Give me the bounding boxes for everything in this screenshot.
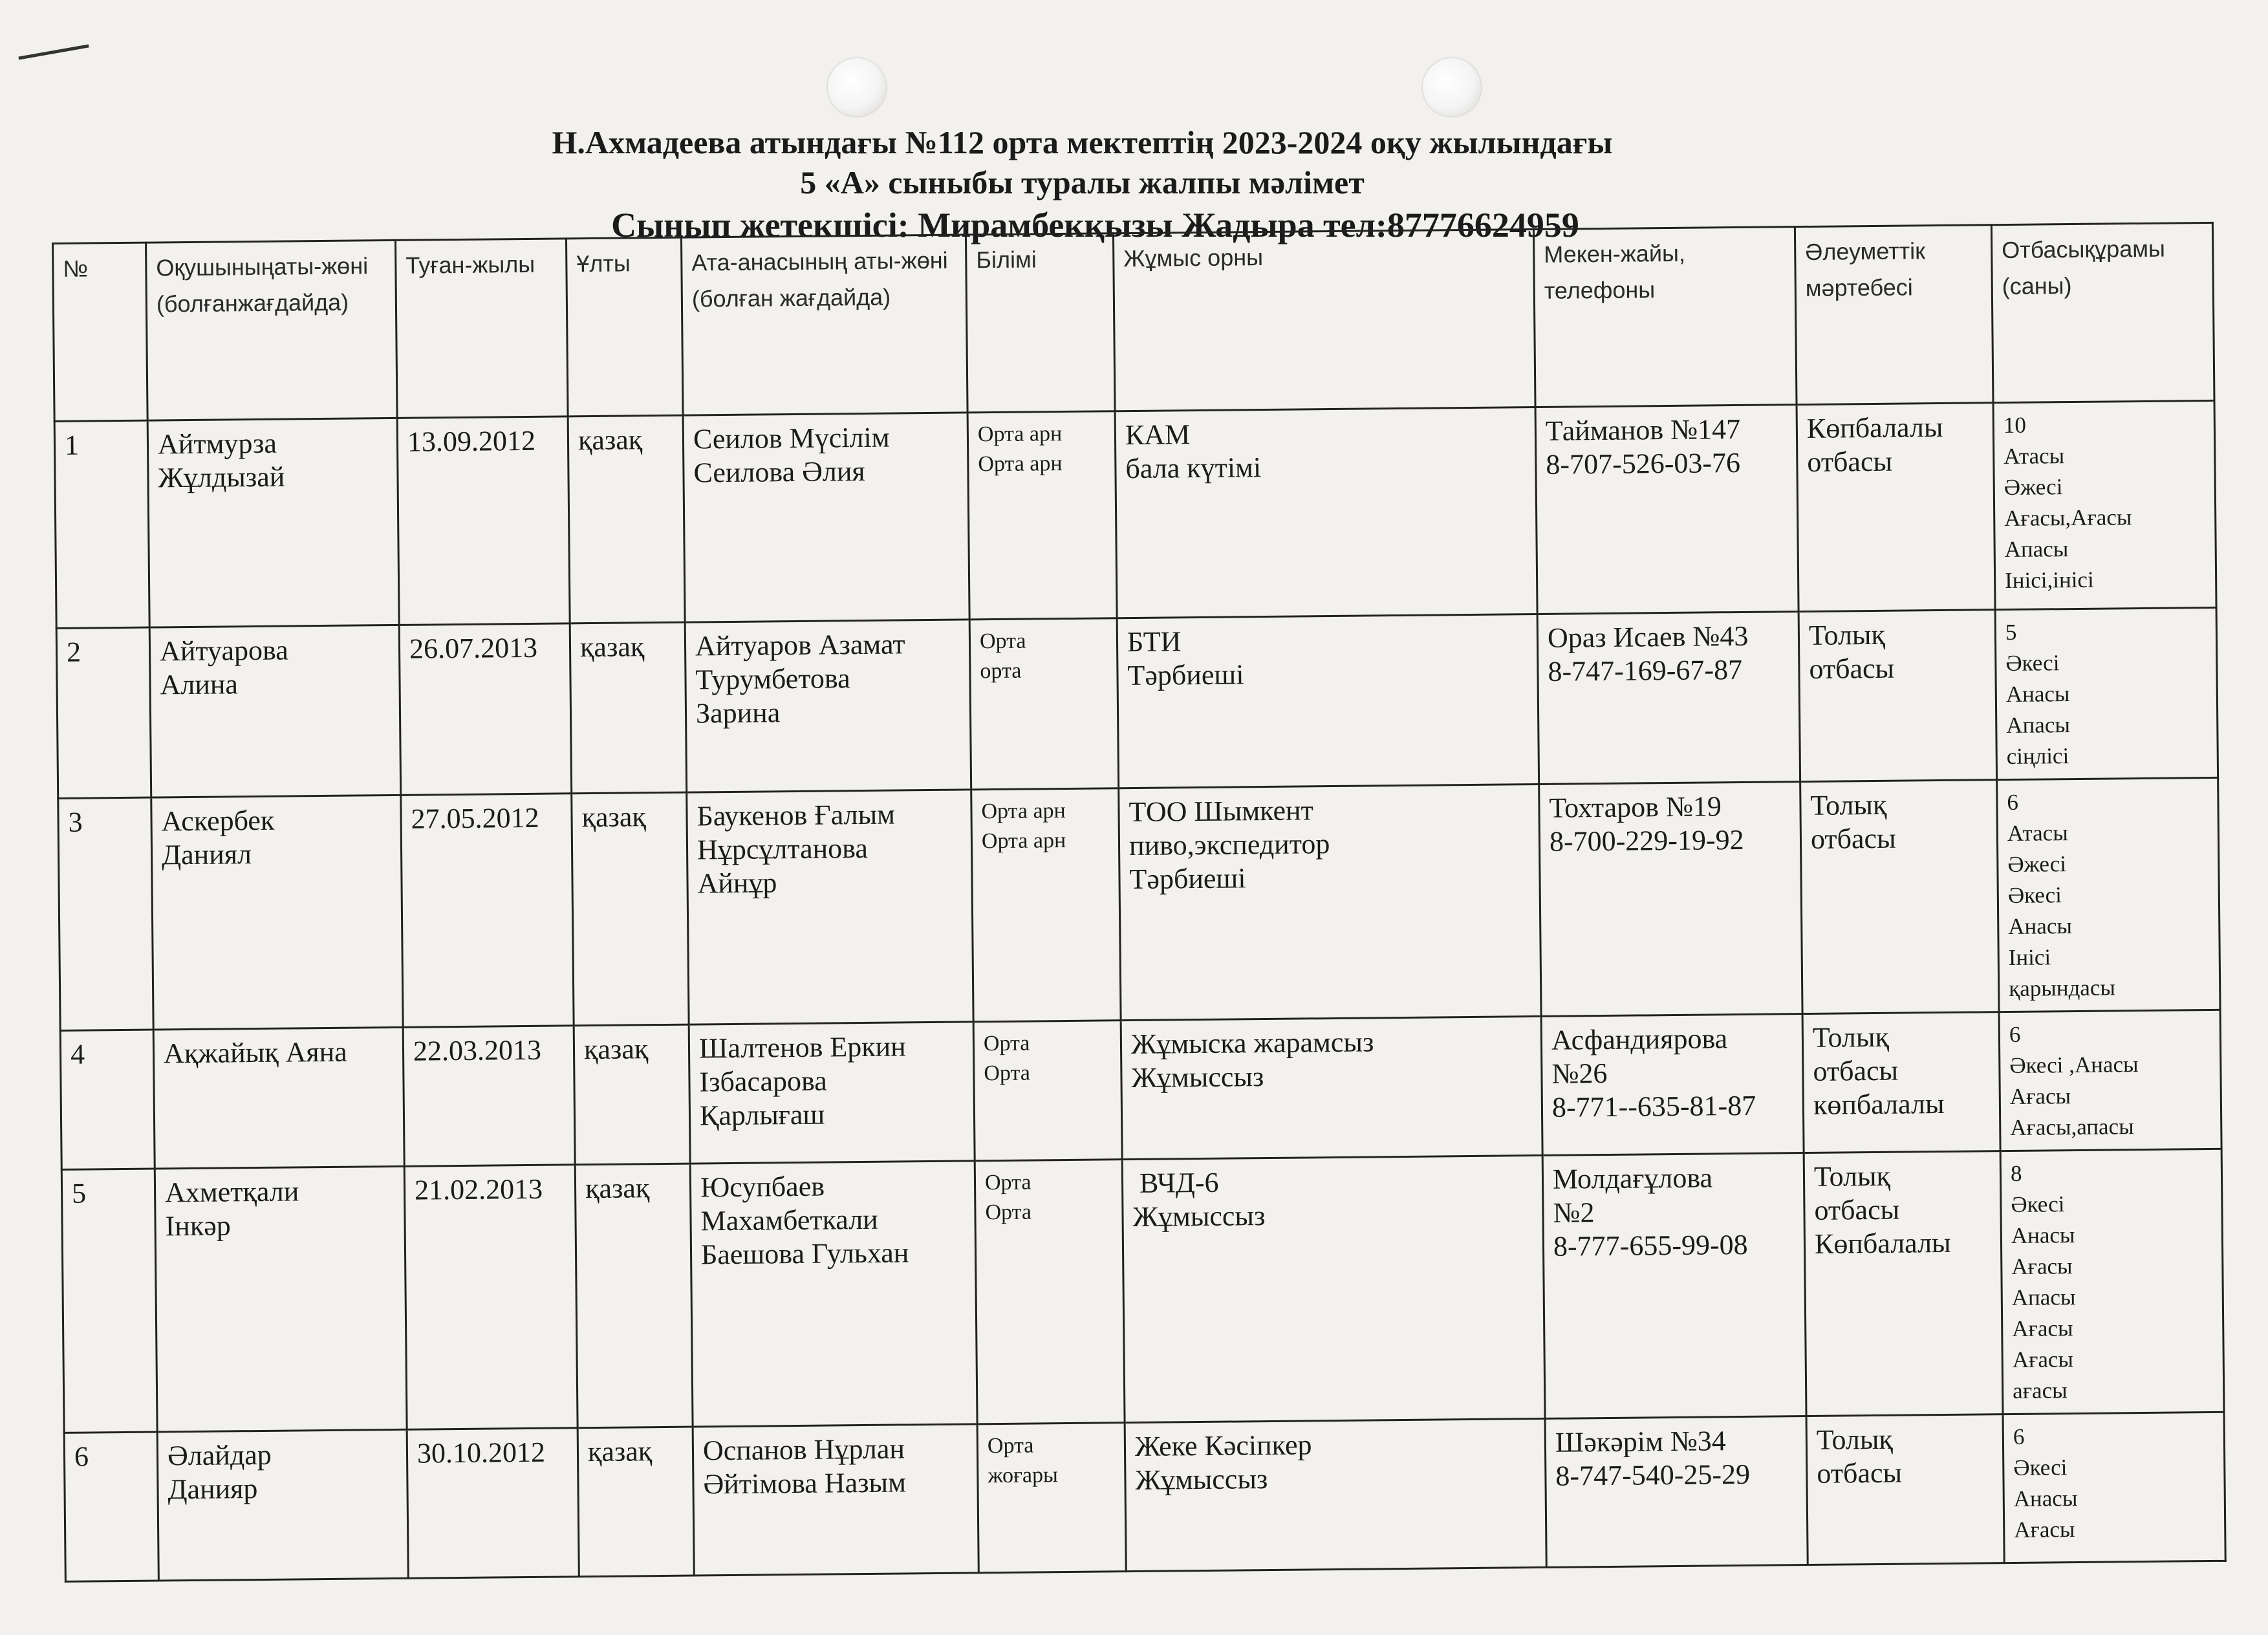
cell-workplace-line: БТИ <box>1127 625 1182 658</box>
document-title-line-3: Сынып жетекшісі: Мирамбекқызы Жадыра тел:87776624959 <box>611 206 1579 244</box>
cell-family-composition-line: Анасы <box>2011 1222 2075 1248</box>
cell-family-composition <box>1995 607 2218 779</box>
cell-family-composition-line: Атасы <box>2007 820 2068 847</box>
cell-family-composition <box>2000 1149 2224 1414</box>
cell-family-composition-line: Әкесі <box>2013 1455 2068 1480</box>
cell-workplace-line: КАМ <box>1125 418 1191 451</box>
cell-family-composition-line: Анасы <box>2013 1486 2078 1511</box>
cell-address-phone <box>1545 1416 1808 1568</box>
cell-social-status-line: Көпбалалы <box>1814 1226 1951 1260</box>
cell-workplace-line: Жұмыска жарамсыз <box>1130 1026 1374 1061</box>
cell-family-composition-line: сіңлісі <box>2006 743 2069 770</box>
cell-social-status-line: көпбалалы <box>1813 1087 1945 1121</box>
header-student-name: Оқушыныңаты-жөні (болғанжағдайда) <box>146 240 398 420</box>
cell-parents-name-line: Айтуаров Азамат <box>695 628 905 662</box>
cell-birth-year: 30.10.2012 <box>407 1428 579 1579</box>
cell-education-line: орта <box>980 658 1022 684</box>
cell-birth-year: 27.05.2012 <box>401 794 574 1028</box>
cell-workplace-line: Жұмыссыз <box>1132 1200 1266 1233</box>
cell-num: 1 <box>54 420 149 628</box>
cell-family-composition-line: Ағасы <box>2011 1253 2073 1279</box>
cell-parents-name-line: Нұрсұлтанова <box>697 832 869 866</box>
cell-parents-name-line: Ізбасарова <box>699 1065 828 1098</box>
cell-workplace <box>1125 1418 1546 1571</box>
cell-family-composition-line: Апасы <box>2011 1284 2076 1310</box>
cell-workplace-line: Жұмыссыз <box>1131 1061 1264 1094</box>
pen-stroke-mark <box>18 44 89 60</box>
header-education: Білімі <box>966 233 1115 413</box>
cell-workplace-line: Тәрбиеші <box>1127 658 1244 692</box>
cell-student-name-line: Жұлдызай <box>158 460 285 494</box>
cell-social-status-line: Толық <box>1813 1160 1891 1193</box>
cell-education <box>967 411 1117 620</box>
cell-family-composition-line: 8 <box>2010 1160 2022 1186</box>
cell-student-name-line: Әлайдар <box>167 1438 272 1472</box>
cell-workplace-line: Тәрбиеші <box>1129 862 1246 896</box>
cell-parents-name-line: Сеилов Мүсілім <box>693 421 890 455</box>
cell-workplace-line: Жеке Кәсіпкер <box>1134 1429 1312 1463</box>
cell-education-line: Орта <box>984 1170 1031 1195</box>
cell-family-composition-line: Ағасы <box>2014 1517 2075 1543</box>
cell-workplace <box>1119 784 1541 1020</box>
header-birth-year: Туған-жылы <box>395 239 568 418</box>
cell-nationality: қазақ <box>574 1024 690 1165</box>
cell-workplace-line: бала күтімі <box>1125 451 1262 485</box>
cell-social-status-line: отбасы <box>1817 1456 1903 1489</box>
cell-student-name <box>157 1429 408 1581</box>
cell-workplace <box>1121 1016 1542 1159</box>
cell-nationality: қазақ <box>572 792 689 1026</box>
cell-address-phone-line: 8-707-526-03-76 <box>1546 446 1741 481</box>
cell-nationality: қазақ <box>568 415 685 623</box>
cell-parents-name <box>685 620 971 792</box>
cell-family-composition-line: Апасы <box>2006 712 2071 739</box>
cell-family-composition-line: 6 <box>2013 1424 2025 1449</box>
cell-family-composition-line: 10 <box>2003 412 2027 439</box>
cell-education <box>977 1423 1126 1573</box>
cell-student-name-line: Ақжайық Аяна <box>163 1035 347 1070</box>
table-row <box>61 1149 2224 1433</box>
cell-address-phone-line: 8-777-655-99-08 <box>1553 1228 1748 1262</box>
cell-social-status-line: отбасы <box>1809 652 1895 685</box>
cell-workplace-line: пиво,экспедитор <box>1129 828 1330 862</box>
cell-birth-year: 13.09.2012 <box>397 417 570 625</box>
cell-address-phone-line: Шәкәрім №34 <box>1555 1425 1727 1458</box>
cell-family-composition-line: Әкесі <box>2005 650 2060 677</box>
cell-workplace <box>1122 1155 1545 1422</box>
cell-education-line: Орта <box>979 629 1026 654</box>
cell-parents-name <box>693 1424 978 1575</box>
cell-education-line: Орта <box>987 1433 1034 1458</box>
cell-education-line: Орта <box>985 1200 1032 1225</box>
cell-student-name <box>151 795 403 1030</box>
cell-education-line: Орта арн <box>981 828 1066 854</box>
cell-parents-name-line: Турумбетова <box>695 662 850 696</box>
cell-social-status-line: отбасы <box>1807 445 1893 478</box>
punch-hole-left <box>828 58 886 116</box>
cell-student-name <box>147 418 399 627</box>
header-social-status: Әлеуметтік мәртебесі <box>1795 225 1993 405</box>
cell-family-composition-line: Әкесі <box>2011 1191 2065 1217</box>
header-parents-name: Ата-анасының аты-жөні (болған жағдайда) <box>681 235 967 415</box>
cell-student-name-line: Данияр <box>167 1473 258 1506</box>
cell-family-composition-line: ағасы <box>2012 1378 2068 1403</box>
cell-num: 4 <box>60 1030 155 1169</box>
cell-address-phone <box>1542 1153 1806 1419</box>
cell-family-composition-line: қарындасы <box>2009 975 2116 1002</box>
cell-workplace-line: Жұмыссыз <box>1135 1463 1268 1497</box>
cell-workplace <box>1115 407 1537 618</box>
cell-student-name-line: Даниял <box>161 838 252 871</box>
cell-parents-name-line: Шалтенов Еркин <box>698 1030 906 1065</box>
header-address-phone: Мекен-жайы, телефоны <box>1533 227 1797 407</box>
cell-num: 5 <box>61 1169 157 1433</box>
header-nationality: Ұлты <box>566 237 683 417</box>
cell-social-status-line: отбасы <box>1810 822 1896 855</box>
cell-family-composition-line: Інісі,інісі <box>2004 567 2094 594</box>
cell-family-composition <box>1993 400 2216 609</box>
cell-address-phone <box>1539 782 1802 1017</box>
cell-student-name <box>153 1027 404 1169</box>
cell-student-name-line: Ахметқали <box>164 1175 299 1209</box>
cell-family-composition-line: Ағасы <box>2012 1347 2074 1372</box>
cell-address-phone-line: №26 <box>1551 1057 1608 1090</box>
cell-address-phone-line: 8-700-229-19-92 <box>1549 823 1744 858</box>
cell-nationality: қазақ <box>575 1164 693 1428</box>
cell-family-composition-line: 5 <box>2005 619 2017 645</box>
cell-address-phone <box>1535 405 1798 614</box>
cell-parents-name-line: Юсупбаев <box>700 1170 825 1204</box>
cell-family-composition-line: Әкесі <box>2007 882 2062 909</box>
cell-family-composition-line: Анасы <box>2008 913 2073 940</box>
cell-family-composition-line: Атасы <box>2003 443 2065 470</box>
cell-family-composition-line: Ағасы,апасы <box>2010 1114 2134 1140</box>
cell-parents-name-line: Қарлығаш <box>699 1098 825 1132</box>
cell-address-phone-line: 8-747-169-67-87 <box>1548 653 1743 688</box>
cell-family-composition-line: Әкесі ,Анасы <box>2009 1052 2139 1078</box>
cell-social-status <box>1797 403 1995 612</box>
cell-student-name-line: Алина <box>160 668 239 701</box>
cell-parents-name-line: Оспанов Нұрлан <box>702 1433 905 1467</box>
cell-workplace-line: ТОО Шымкент <box>1129 794 1313 828</box>
cell-address-phone-line: Тохтаров №19 <box>1549 790 1722 824</box>
cell-education-line: Орта арн <box>977 422 1063 447</box>
cell-address-phone-line: Молдағұлова <box>1552 1162 1713 1195</box>
cell-parents-name <box>687 790 973 1024</box>
student-info-table <box>52 222 2227 1583</box>
cell-education-line: Орта арн <box>981 798 1066 824</box>
cell-student-name-line: Інкәр <box>165 1209 231 1242</box>
cell-family-composition-line: Інісі <box>2008 944 2051 971</box>
cell-social-status-line: Толық <box>1816 1423 1894 1456</box>
cell-family-composition-line: 6 <box>2009 1021 2021 1047</box>
cell-address-phone-line: Тайманов №147 <box>1545 413 1741 447</box>
document-title-line-1: Н.Ахмадеева атындағы №112 орта мектептің 2023-2024 оқу жылындағы <box>552 124 1613 160</box>
cell-education <box>975 1160 1125 1424</box>
cell-num: 6 <box>64 1432 158 1581</box>
cell-social-status <box>1806 1414 2004 1565</box>
cell-family-composition-line: 6 <box>2007 789 2019 816</box>
cell-social-status <box>1798 610 1997 782</box>
cell-education <box>969 618 1119 790</box>
cell-parents-name-line: Әйтімова Назым <box>703 1466 907 1500</box>
cell-education-line: Орта <box>984 1061 1031 1086</box>
cell-parents-name-line: Баукенов Ғалым <box>697 798 896 832</box>
cell-student-name-line: Айтуарова <box>159 634 288 667</box>
cell-address-phone <box>1537 612 1800 785</box>
cell-social-status-line: Толық <box>1812 1021 1890 1054</box>
cell-social-status <box>1802 1012 2000 1153</box>
cell-address-phone-line: 8-771--635-81-87 <box>1551 1089 1756 1123</box>
cell-workplace <box>1117 614 1539 788</box>
cell-social-status-line: отбасы <box>1814 1193 1900 1226</box>
cell-parents-name <box>683 413 969 622</box>
header-num: № <box>53 243 148 421</box>
cell-nationality: қазақ <box>578 1427 694 1577</box>
cell-education-line: Орта <box>983 1031 1030 1056</box>
cell-family-composition-line: Апасы <box>2004 536 2069 563</box>
table-row <box>64 1412 2225 1581</box>
document-title-line-2: 5 «А» сыныбы туралы жалпы мәлімет <box>800 164 1365 200</box>
cell-social-status <box>1800 780 1999 1014</box>
table-row <box>58 777 2220 1030</box>
cell-parents-name-line: Зарина <box>695 697 781 730</box>
cell-family-composition-line: Ағасы,Ағасы <box>2004 504 2132 532</box>
cell-address-phone-line: Ораз Исаев №43 <box>1547 620 1749 654</box>
cell-num: 3 <box>58 797 153 1030</box>
cell-family-composition <box>1999 1010 2221 1151</box>
cell-family-composition-line: Анасы <box>2005 681 2070 708</box>
cell-education-line: жоғары <box>988 1463 1059 1488</box>
cell-parents-name-line: Айнұр <box>697 867 777 900</box>
cell-student-name-line: Айтмурза <box>157 427 277 460</box>
table-header-row <box>53 222 2214 421</box>
table-row <box>54 400 2216 628</box>
cell-family-composition-line: Ағасы <box>2009 1083 2071 1109</box>
cell-family-composition <box>2003 1412 2225 1563</box>
cell-family-composition-line: Ағасы <box>2012 1316 2073 1341</box>
cell-education <box>973 1021 1122 1161</box>
cell-address-phone <box>1541 1014 1804 1156</box>
cell-address-phone-line: 8-747-540-25-29 <box>1555 1458 1751 1492</box>
cell-student-name <box>155 1166 407 1432</box>
table-row <box>60 1010 2221 1169</box>
cell-social-status-line: Толық <box>1810 788 1887 821</box>
cell-birth-year: 26.07.2013 <box>399 623 572 796</box>
cell-nationality: қазақ <box>570 622 687 794</box>
cell-parents-name-line: Махамбеткали <box>700 1203 878 1237</box>
cell-address-phone-line: Асфандиярова <box>1551 1023 1728 1056</box>
cell-social-status-line: Толық <box>1808 618 1886 651</box>
cell-parents-name <box>690 1161 977 1427</box>
cell-social-status <box>1804 1151 2003 1416</box>
header-workplace: Жұмыс орны <box>1113 230 1535 411</box>
cell-student-name <box>149 625 401 797</box>
cell-family-composition-line: Әжесі <box>2003 474 2063 501</box>
cell-address-phone-line: №2 <box>1553 1196 1595 1229</box>
cell-parents-name <box>689 1022 975 1164</box>
cell-workplace-line: ВЧД-6 <box>1132 1166 1219 1200</box>
cell-birth-year: 22.03.2013 <box>403 1026 575 1167</box>
cell-parents-name-line: Баешова Гульхан <box>700 1237 909 1271</box>
cell-birth-year: 21.02.2013 <box>404 1165 578 1430</box>
cell-education-line: Орта арн <box>978 451 1063 477</box>
cell-social-status-line: отбасы <box>1813 1054 1899 1087</box>
cell-social-status-line: Көпбалалы <box>1806 411 1943 444</box>
cell-family-composition-line: Әжесі <box>2007 851 2067 878</box>
cell-education <box>971 788 1121 1022</box>
table-row <box>56 607 2218 798</box>
punch-hole-right <box>1423 58 1481 116</box>
cell-family-composition <box>1997 777 2220 1012</box>
cell-num: 2 <box>56 627 151 798</box>
cell-parents-name-line: Сеилова Әлия <box>693 455 865 489</box>
cell-student-name-line: Аскербек <box>161 804 275 838</box>
header-family-composition: Отбасықұрамы (саны) <box>1991 222 2214 402</box>
